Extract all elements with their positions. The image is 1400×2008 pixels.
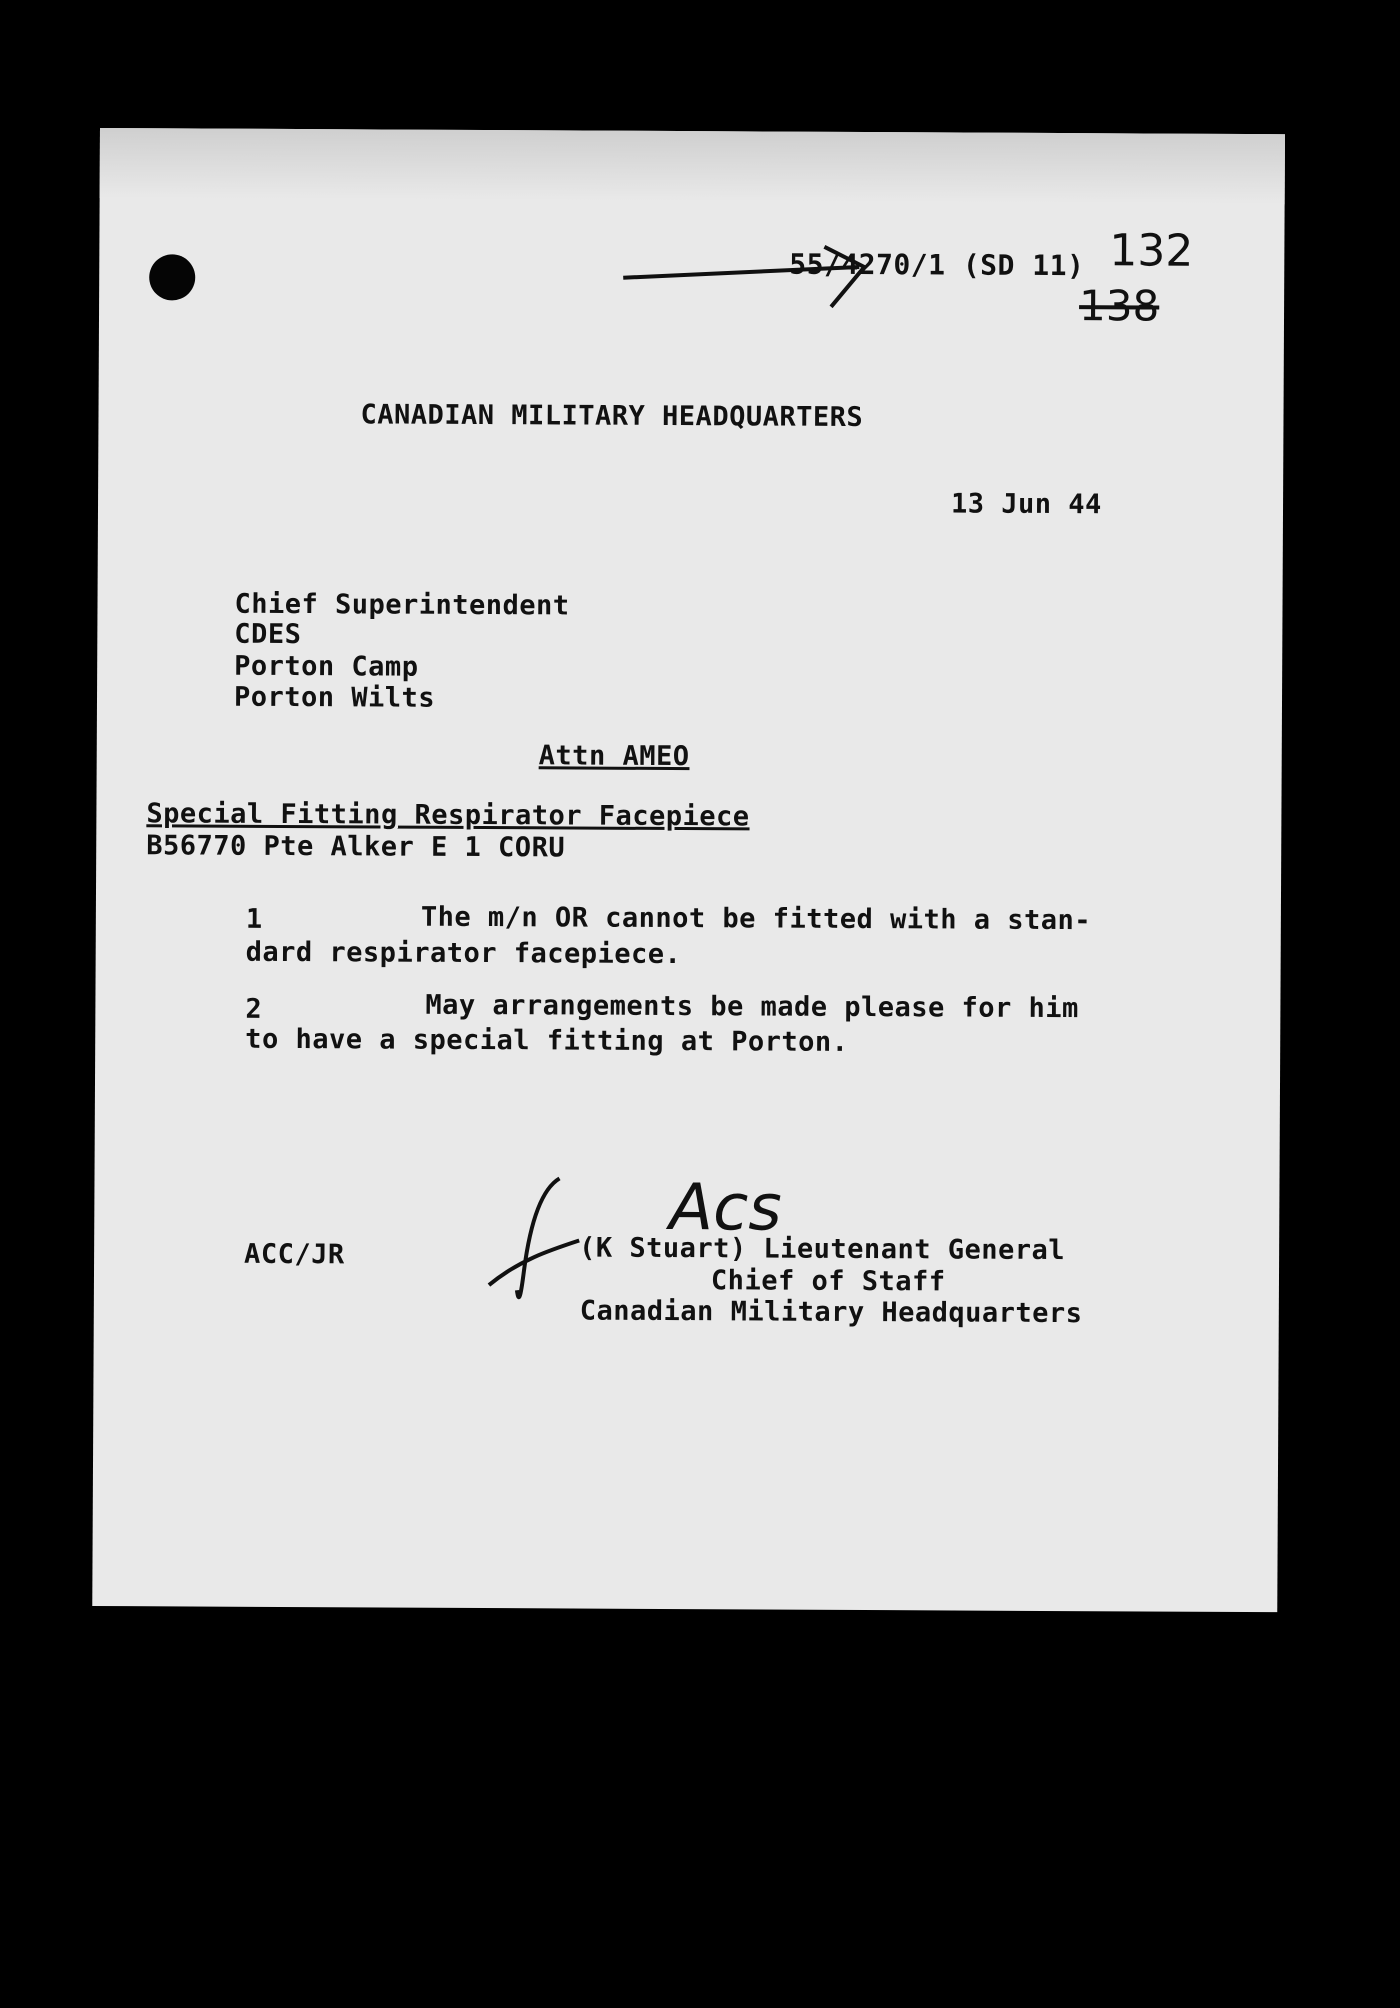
signature-block-line: Canadian Military Headquarters xyxy=(579,1295,1083,1330)
folio-number: 132 xyxy=(1109,225,1194,277)
page-shadow xyxy=(100,128,1285,204)
paragraph-text: dard respirator facepiece. xyxy=(245,936,682,971)
folio-number-struck: 138 xyxy=(1078,281,1160,331)
paragraph-number: 2 xyxy=(245,993,263,1025)
letterhead: CANADIAN MILITARY HEADQUARTERS xyxy=(360,399,864,433)
addressee-line: Porton Wilts xyxy=(233,681,436,714)
addressee-line: Chief Superintendent xyxy=(234,588,570,622)
subject-line: B56770 Pte Alker E 1 CORU xyxy=(146,830,566,864)
paragraph-text: May arrangements be made please for him xyxy=(425,989,1079,1025)
document-page xyxy=(92,128,1285,1612)
addressee-line: Porton Camp xyxy=(234,650,419,683)
signature-initials: Acs xyxy=(669,1170,782,1246)
addressee-line: CDES xyxy=(234,618,302,651)
punch-hole xyxy=(149,254,195,300)
subject-line: Special Fitting Respirator Facepiece xyxy=(146,798,750,833)
letter-date: 13 Jun 44 xyxy=(950,488,1102,521)
signature-block-line: Chief of Staff xyxy=(710,1265,946,1298)
attention-line: Attn AMEO xyxy=(538,740,690,773)
reference-initials: ACC/JR xyxy=(244,1238,345,1271)
signature-block-line: (K Stuart) Lieutenant General xyxy=(579,1232,1066,1267)
paragraph-text: to have a special fitting at Porton. xyxy=(245,1023,849,1058)
paragraph-number: 1 xyxy=(245,903,263,935)
paragraph-text: The m/n OR cannot be fitted with a stan- xyxy=(420,901,1092,937)
file-reference: 55/4270/1 (SD 11) xyxy=(789,247,1085,283)
